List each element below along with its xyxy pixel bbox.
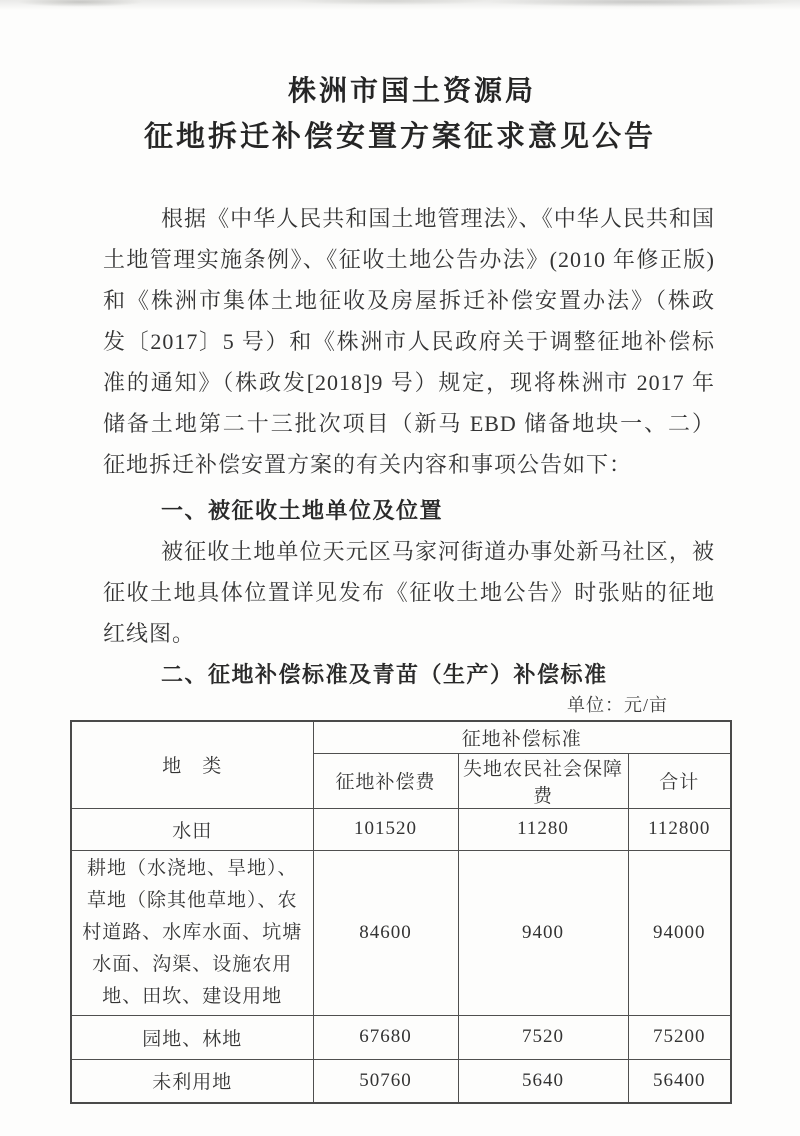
- col-header-total: 合计: [628, 753, 731, 808]
- text-line: 土地管理实施条例》、《征收土地公告办法》(2010 年修正版): [103, 247, 715, 272]
- table-row: [71, 808, 731, 850]
- cell-fee: 67680: [313, 1015, 458, 1059]
- cell-total: 56400: [628, 1059, 731, 1103]
- document-title-line2: 征地拆迁补偿安置方案征求意见公告: [143, 121, 656, 153]
- scan-artifact: [0, 0, 800, 12]
- cell-land-type: 园地、林地: [71, 1015, 313, 1059]
- text-line: 征地拆迁补偿安置方案的有关内容和事项公告如下：: [103, 452, 633, 477]
- section1-paragraph: [103, 531, 715, 654]
- table-row: [71, 1015, 731, 1059]
- cell-total: 75200: [628, 1015, 731, 1059]
- table-header-row-1: [71, 721, 731, 753]
- text-line: 根据《中华人民共和国土地管理法》、《中华人民共和国: [161, 206, 715, 231]
- section1-heading: 一、被征收土地单位及位置: [161, 498, 444, 523]
- table-row: [71, 850, 731, 1015]
- text-line: 发〔2017〕5 号）和《株洲市人民政府关于调整征地补偿标: [103, 329, 715, 354]
- section2-heading: 二、征地补偿标准及青苗（生产）补偿标准: [161, 662, 608, 687]
- col-header-group: 征地补偿标准: [313, 721, 731, 753]
- text-line: 储备土地第二十三批次项目（新马 EBD 储备地块一、二）: [103, 411, 715, 436]
- cell-social: 9400: [458, 850, 628, 1015]
- intro-paragraph: [103, 198, 715, 485]
- cell-land-type: 耕地（水浇地、旱地）、草地（除其他草地）、农村道路、水库水面、坑塘水面、沟渠、设施农用地、田坎、建设用地: [71, 850, 313, 1015]
- cell-social: 5640: [458, 1059, 628, 1103]
- col-header-fee: 征地补偿费: [313, 753, 458, 808]
- table-row: [71, 1059, 731, 1103]
- col-header-social: 失地农民社会保障费: [458, 753, 628, 808]
- cell-social: 11280: [458, 808, 628, 850]
- cell-total: 112800: [628, 808, 731, 850]
- text-line: 红线图。: [103, 621, 196, 646]
- cell-total: 94000: [628, 850, 731, 1015]
- document-body: [0, 198, 800, 694]
- cell-land-type: 水田: [71, 808, 313, 850]
- cell-fee: 101520: [313, 808, 458, 850]
- cell-fee: 84600: [313, 850, 458, 1015]
- cell-social: 7520: [458, 1015, 628, 1059]
- col-header-land-type: 地 类: [71, 721, 313, 808]
- cell-fee: 50760: [313, 1059, 458, 1103]
- document-title-line1: 株洲市国土资源局: [287, 76, 536, 107]
- text-line: 被征收土地单位天元区马家河街道办事处新马社区，被: [161, 539, 715, 564]
- text-line: 和《株洲市集体土地征收及房屋拆迁补偿安置办法》（株政: [103, 288, 715, 313]
- cell-land-type: 未利用地: [71, 1059, 313, 1103]
- unit-note: 单位：元/亩: [566, 695, 668, 715]
- compensation-table: [70, 720, 732, 1104]
- text-line: 征收土地具体位置详见发布《征收土地公告》时张贴的征地: [103, 580, 715, 605]
- text-line: 准的通知》（株政发[2018]9 号）规定，现将株洲市 2017 年: [103, 370, 715, 395]
